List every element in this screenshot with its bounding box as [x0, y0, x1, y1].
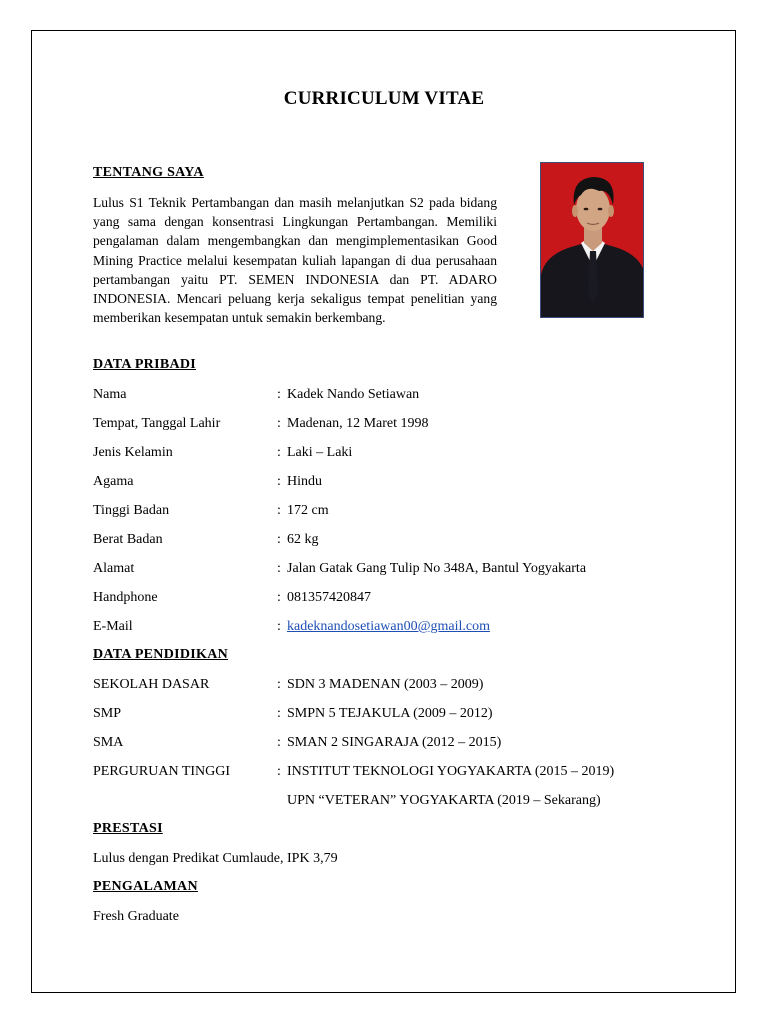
section-heading-personal: DATA PRIBADI [93, 357, 197, 372]
row-value: Kadek Nando Setiawan [287, 387, 420, 402]
row-value: Jalan Gatak Gang Tulip No 348A, Bantul Yogyakarta [287, 561, 587, 576]
row-label: SEKOLAH DASAR [93, 677, 210, 692]
row-label: Tinggi Badan [93, 503, 170, 518]
education-row-elementary [93, 675, 693, 695]
personal-row-height [93, 501, 693, 521]
row-colon: : [277, 445, 281, 460]
row-colon: : [277, 561, 281, 576]
row-colon: : [277, 735, 281, 750]
personal-row-religion [93, 472, 693, 492]
row-colon: : [277, 764, 281, 779]
personal-row-email [93, 617, 693, 637]
row-value: Hindu [287, 474, 322, 489]
section-heading-achievement: PRESTASI [93, 821, 163, 836]
row-label: Alamat [93, 561, 135, 576]
personal-row-weight [93, 530, 693, 550]
personal-row-name [93, 385, 693, 405]
row-label: SMA [93, 735, 124, 750]
personal-row-address [93, 559, 693, 579]
education-row-university [93, 762, 693, 782]
row-label: Tempat, Tanggal Lahir [93, 416, 221, 431]
row-colon: : [277, 532, 281, 547]
personal-row-gender [93, 443, 693, 463]
row-value: SDN 3 MADENAN (2003 – 2009) [287, 677, 484, 692]
education-row-junior-high [93, 704, 693, 724]
row-value: Madenan, 12 Maret 1998 [287, 416, 429, 431]
section-heading-experience: PENGALAMAN [93, 879, 198, 894]
achievement-text: Lulus dengan Predikat Cumlaude, IPK 3,79 [93, 851, 338, 866]
row-colon: : [277, 474, 281, 489]
section-heading-about: TENTANG SAYA [93, 165, 204, 180]
row-colon: : [277, 503, 281, 518]
personal-row-phone [93, 588, 693, 608]
about-paragraph: Lulus S1 Teknik Pertambangan dan masih melanjutkan S2 pada bidang yang sama dengan konsentrasi Lingkungan Pertambangan. Memiliki pengalaman dalam mengembangkan dan mengimplementasikan Good Mining Practice melalui kesempatan kuliah lapangan di dua perusahaan pertambangan yaitu PT. SEMEN INDONESIA dan PT. ADARO INDONESIA. Mencari peluang kerja sekaligus tempat penelitian yang memberikan kesempatan untuk semakin berkembang. [93, 195, 497, 326]
row-label: Nama [93, 387, 127, 402]
experience-text: Fresh Graduate [93, 909, 179, 924]
row-value: INSTITUT TEKNOLOGI YOGYAKARTA (2015 – 2019) [287, 764, 615, 779]
row-value: SMAN 2 SINGARAJA (2012 – 2015) [287, 735, 502, 750]
row-value: 62 kg [287, 532, 319, 547]
row-label: Jenis Kelamin [93, 445, 173, 460]
education-row-senior-high [93, 733, 693, 753]
row-label: SMP [93, 706, 122, 721]
document-title: CURRICULUM VITAE [283, 88, 485, 109]
row-value: UPN “VETERAN” YOGYAKARTA (2019 – Sekarang) [287, 793, 601, 808]
row-colon: : [277, 590, 281, 605]
row-value: 172 cm [287, 503, 329, 518]
portrait-photo [540, 162, 644, 318]
row-label: PERGURUAN TINGGI [93, 764, 231, 779]
row-label: E-Mail [93, 619, 133, 634]
row-colon: : [277, 387, 281, 402]
row-label: Agama [93, 474, 134, 489]
personal-row-birth [93, 414, 693, 434]
section-heading-education: DATA PENDIDIKAN [93, 647, 229, 662]
row-value: 081357420847 [287, 590, 371, 605]
education-row-university-2 [93, 791, 693, 811]
email-link[interactable]: kadeknandosetiawan00@gmail.com [287, 619, 490, 634]
row-colon: : [277, 677, 281, 692]
row-colon: : [277, 706, 281, 721]
row-value: Laki – Laki [287, 445, 353, 460]
row-label: Handphone [93, 590, 158, 605]
row-label: Berat Badan [93, 532, 163, 547]
row-value: SMPN 5 TEJAKULA (2009 – 2012) [287, 706, 493, 721]
row-colon: : [277, 619, 281, 634]
row-colon: : [277, 416, 281, 431]
